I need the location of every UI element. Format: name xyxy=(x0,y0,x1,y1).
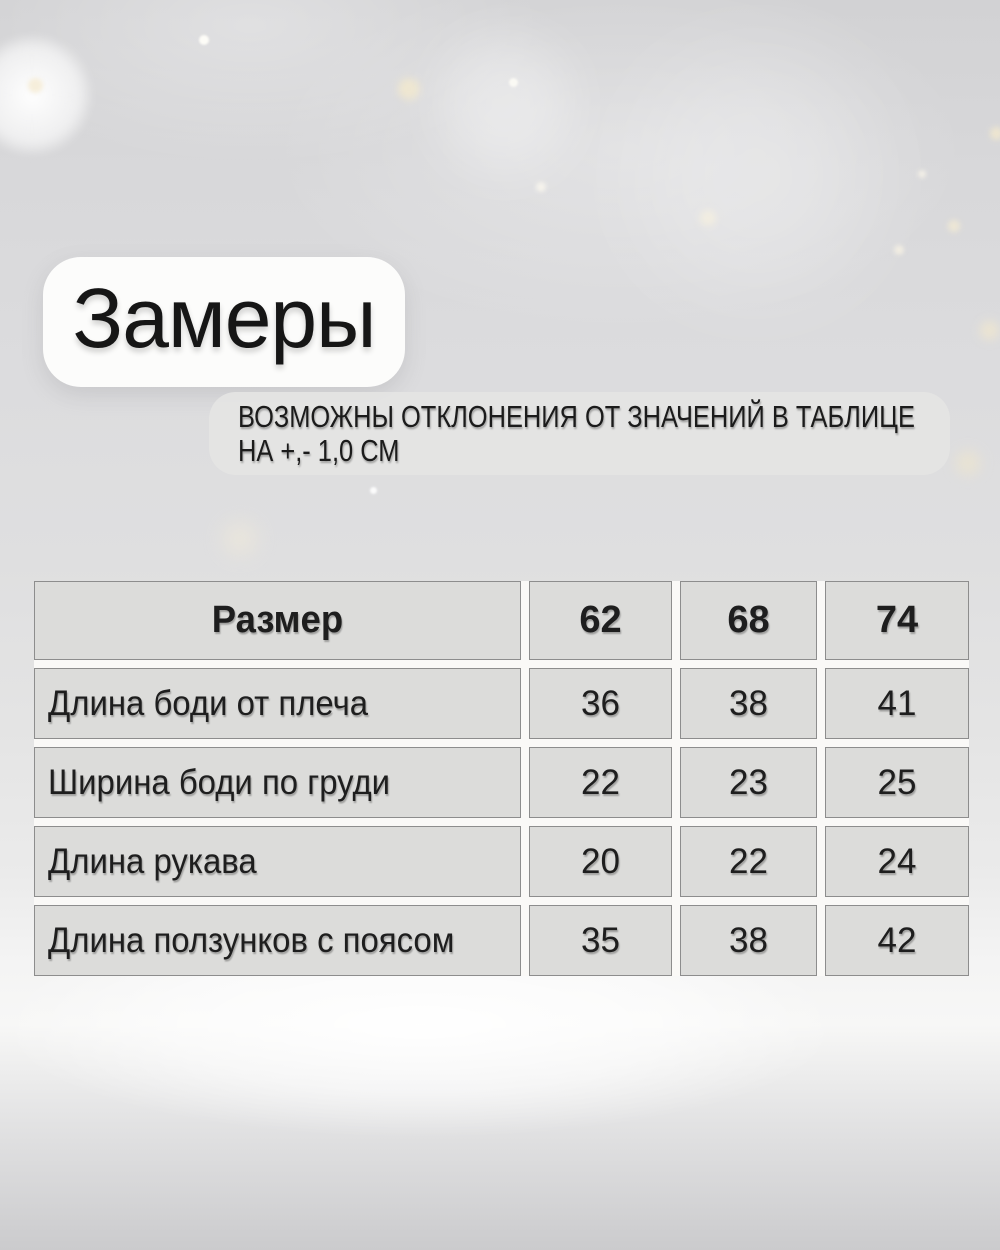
table-row-1-value-2-text: 25 xyxy=(877,762,917,802)
size-table xyxy=(34,581,969,976)
bokeh-dot xyxy=(980,321,999,340)
table-row-0-label xyxy=(34,668,521,739)
table-header-size-62 xyxy=(529,581,672,660)
table-row-2-value-2 xyxy=(825,826,969,897)
table-header-size-68-text: 68 xyxy=(727,599,770,641)
table-row-3-value-0 xyxy=(529,905,672,976)
table-row-2-value-2-text: 24 xyxy=(877,841,917,881)
note-pill xyxy=(209,392,950,475)
bokeh-dot xyxy=(948,220,960,232)
bokeh-dot xyxy=(536,182,546,192)
bokeh-dot xyxy=(700,210,716,226)
table-row-3-value-1 xyxy=(680,905,817,976)
table-row-3-value-2-text: 42 xyxy=(877,920,917,960)
table-header-size-68 xyxy=(680,581,817,660)
table-header-size-74-text: 74 xyxy=(875,599,919,641)
table-row-0-value-0 xyxy=(529,668,672,739)
bokeh-dot xyxy=(509,78,518,87)
bokeh-dot xyxy=(956,451,980,475)
table-row-1-label xyxy=(34,747,521,818)
table-row-2-label xyxy=(34,826,521,897)
table-row-2-value-0-text: 20 xyxy=(581,841,620,881)
table-header-size-62-text: 62 xyxy=(579,599,622,641)
bokeh-glow xyxy=(640,60,870,290)
bokeh-dot xyxy=(990,127,1000,140)
bokeh-glow xyxy=(440,40,570,170)
table-row-0-value-2 xyxy=(825,668,969,739)
table-row-2-value-1 xyxy=(680,826,817,897)
table-header-size xyxy=(34,581,521,660)
bokeh-circle-large xyxy=(0,35,92,155)
bokeh-dot xyxy=(918,170,926,178)
table-row-1-value-1-text: 23 xyxy=(729,762,768,802)
table-row-2-value-0 xyxy=(529,826,672,897)
bokeh-glow xyxy=(224,523,256,555)
table-header-size-74 xyxy=(825,581,969,660)
table-header-size-text: Размер xyxy=(211,599,344,641)
bokeh-dot xyxy=(199,35,209,45)
table-row-2-value-1-text: 22 xyxy=(729,841,768,881)
bokeh-dot xyxy=(894,245,904,255)
table-row-1-value-0 xyxy=(529,747,672,818)
table-row-0-value-0-text: 36 xyxy=(581,683,620,723)
table-row-1-value-1 xyxy=(680,747,817,818)
table-row-1-value-0-text: 22 xyxy=(581,762,620,802)
bokeh-dot xyxy=(370,487,377,494)
table-row-2-label-text: Длина рукава xyxy=(48,841,257,881)
table-row-0-value-1 xyxy=(680,668,817,739)
table-row-1-value-2 xyxy=(825,747,969,818)
table-row-0-label-text: Длина боди от плеча xyxy=(48,683,369,723)
table-row-3-value-1-text: 38 xyxy=(729,920,768,960)
table-row-3-value-2 xyxy=(825,905,969,976)
table-row-1-label-text: Ширина боди по груди xyxy=(48,762,391,802)
table-row-3-label xyxy=(34,905,521,976)
note-line-1: ВОЗМОЖНЫ ОТКЛОНЕНИЯ ОТ ЗНАЧЕНИЙ В ТАБЛИЦЕ xyxy=(238,398,915,434)
table-row-3-value-0-text: 35 xyxy=(581,920,620,960)
bokeh-dot xyxy=(28,78,43,93)
table-row-0-value-1-text: 38 xyxy=(729,683,768,723)
bokeh-dot xyxy=(398,78,420,100)
table-row-0-value-2-text: 41 xyxy=(877,683,917,723)
note-line-2: НА +,- 1,0 СМ xyxy=(238,432,400,468)
page-title: Замеры xyxy=(72,271,376,365)
table-row-3-label-text: Длина ползунков с поясом xyxy=(48,920,455,960)
title-pill xyxy=(43,257,405,387)
